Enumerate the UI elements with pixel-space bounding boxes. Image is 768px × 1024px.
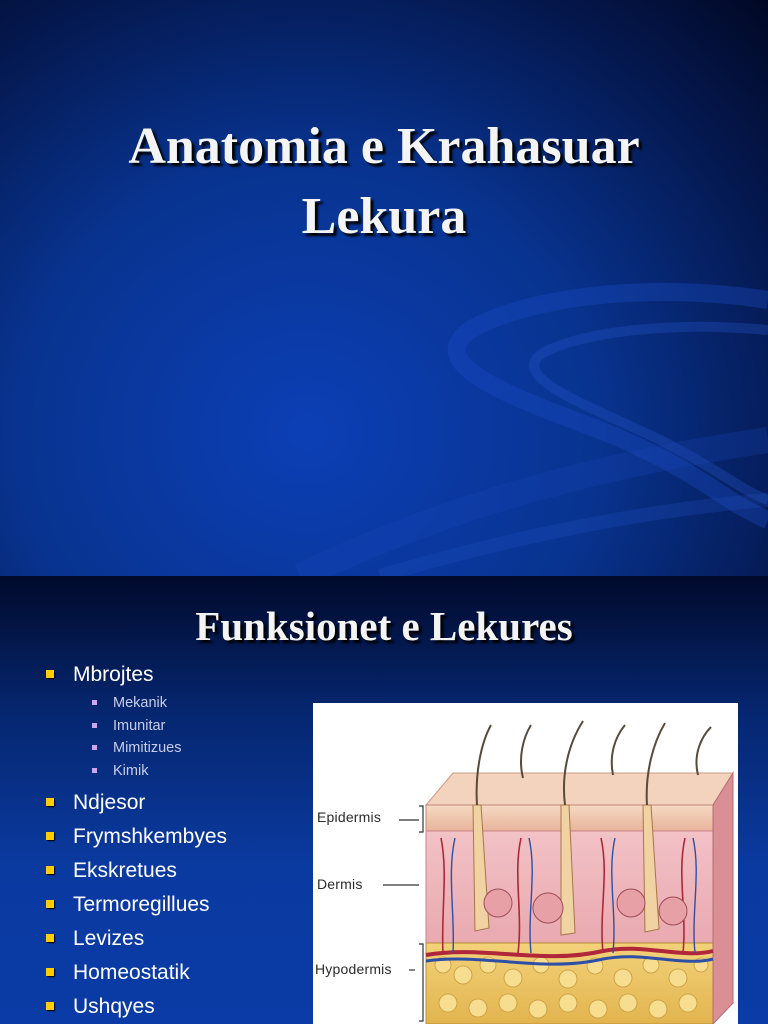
- list-item: Ndjesor: [46, 790, 227, 816]
- sub-list: [73, 692, 227, 782]
- list-item: Levizes: [46, 926, 227, 952]
- list-item: Ushqyes: [46, 994, 227, 1020]
- sub-list-item: Imunitar: [83, 715, 227, 738]
- label-dermis: Dermis: [317, 876, 363, 892]
- function-list: [46, 662, 227, 1024]
- sub-list-item: Kimik: [83, 760, 227, 783]
- list-item: Termoregillues: [46, 892, 227, 918]
- sub-list-item: Mimitizues: [83, 737, 227, 760]
- title-line-1: Anatomia e Krahasuar: [128, 118, 640, 175]
- label-hypodermis: Hypodermis: [315, 961, 392, 977]
- sub-list-item: Mekanik: [83, 692, 227, 715]
- title-line-2: Lekura: [301, 188, 467, 245]
- list-item: Ekskretues: [46, 858, 227, 884]
- content-slide: [0, 576, 768, 1024]
- list-item: [46, 662, 227, 782]
- presentation-title: [0, 112, 768, 252]
- label-epidermis: Epidermis: [317, 809, 382, 825]
- list-item: Frymshkembyes: [46, 824, 227, 850]
- list-item: Homeostatik: [46, 960, 227, 986]
- slide-title: Funksionet e Lekures: [195, 603, 573, 649]
- list-item-label: Mbrojtes: [73, 663, 154, 686]
- skin-cross-section-figure: [313, 703, 738, 1024]
